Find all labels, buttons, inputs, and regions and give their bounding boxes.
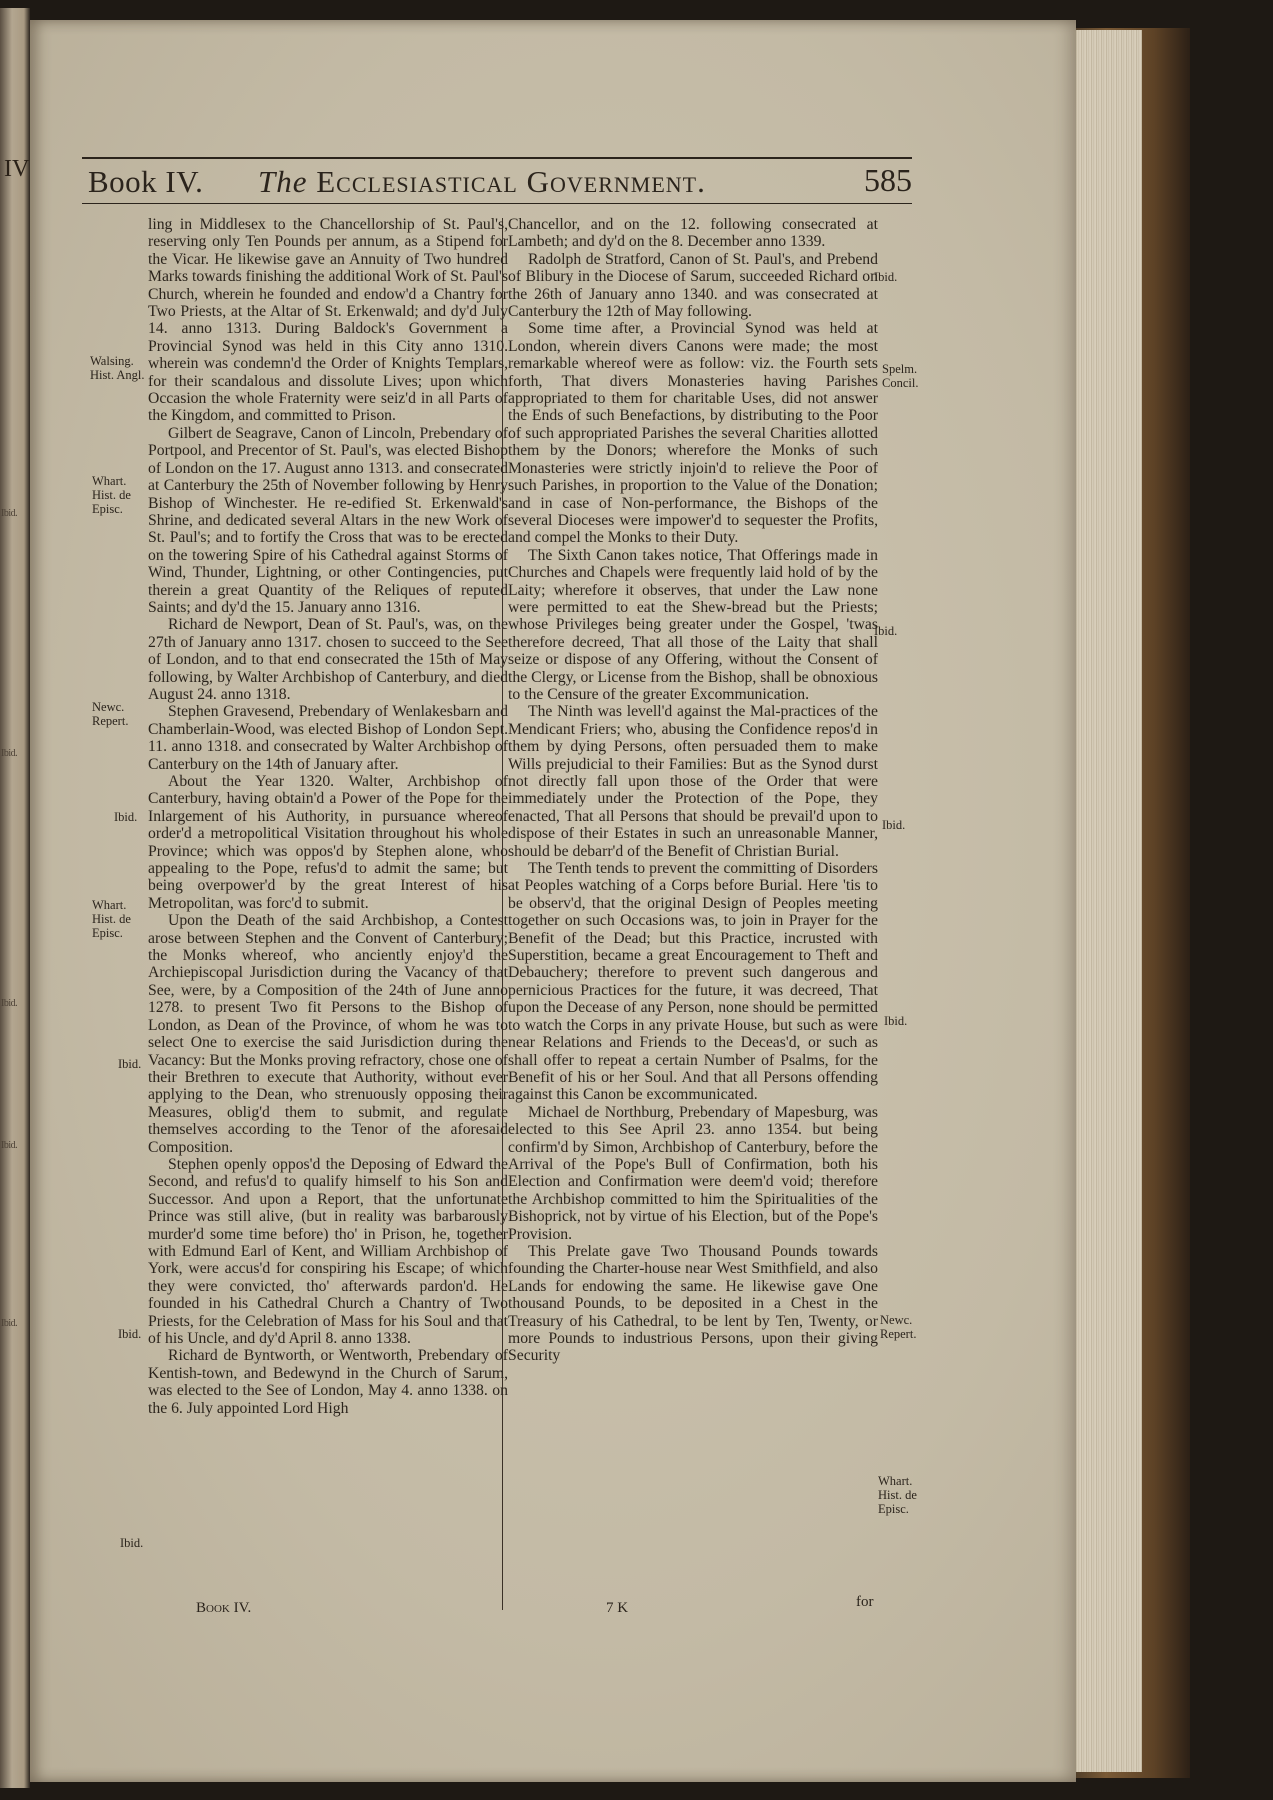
page-fore-edge xyxy=(1072,30,1142,1772)
footer-book-label: Book IV. xyxy=(196,1600,252,1616)
running-title-first: The xyxy=(258,164,308,199)
running-title xyxy=(258,164,706,200)
margin-note: Ibid. xyxy=(884,1014,908,1028)
paragraph: Upon the Death of the said Archbishop, a Contest arose between Stephen and the Convent of Canterbury; the Monks whereof, who anciently enjoy'd the Archiepiscopal Jurisdiction during the Vacancy of that See, were, by a Composition of the 24th of June anno 1278. to present Two fit Persons to the Bishop of London, as Dean of the Province, of whom he was to select One to exercise the said Jurisdiction during the Vacancy: But the Monks proving refractory, chose one of their Brethren to execute that Authority, without ever applying to the Dean, who strenuously opposing their Measures, oblig'd them to submit, and regulate themselves according to the Tenor of the aforesaid Composition. xyxy=(148,912,508,1156)
previous-page-roman: IV xyxy=(4,156,30,182)
paragraph: Richard de Newport, Dean of St. Paul's, was, on the 27th of January anno 1317. chosen to succeed to the See of London, and to that end consecrated the 15th of May following, by Walter Archbishop of Canterbury, and died August 24. anno 1318. xyxy=(148,616,508,703)
margin-note: Ibid. xyxy=(118,1327,142,1341)
header-rule-bottom xyxy=(82,203,912,204)
right-column xyxy=(508,216,878,1365)
margin-note: Ibid. xyxy=(874,270,898,284)
paragraph: Michael de Northburg, Prebendary of Mapesburg, was elected to this See April 23. anno 1354. but being confirm'd by Simon, Archbishop of Canterbury, before the Arrival of the Pope's Bull of Confirmation, both his Election and Confirmation were deem'd void; therefore the Archbishop committed to him the Spiritualities of the Bishoprick, not by virtue of his Election, but of the Pope's Provision. xyxy=(508,1103,878,1243)
previous-page-edge xyxy=(0,8,30,1788)
paragraph: Some time after, a Provincial Synod was held at London, wherein divers Canons were made; the most remarkable whereof were as follow: viz. the Fourth sets forth, That divers Monasteries having Parishes appropriated to them for charitable Uses, did not answer the Ends of such Benefactions, by distributing to the Poor of such appropriated Parishes the several Charities allotted them by the Donors; wherefore the Monks of such Monasteries were strictly injoin'd to relieve the Poor of such Parishes, in proportion to the Value of the Donation; and in case of Non-performance, the Bishops of the several Dioceses were impower'd to sequester the Profits, and compel the Monks to their Duty. xyxy=(508,320,878,547)
left-column xyxy=(148,216,508,1417)
margin-note: Newc. Repert. xyxy=(92,700,129,728)
page-number: 585 xyxy=(864,162,912,198)
margin-note: Ibid. xyxy=(882,818,906,832)
margin-note: Ibid. xyxy=(114,810,138,824)
paragraph: Stephen Gravesend, Prebendary of Wenlakesbarn and Chamberlain-Wood, was elected Bishop of London Sept. 11. anno 1318. and consecrated by Walter Archbishop of Canterbury on the 14th of January after. xyxy=(148,703,508,773)
margin-note: Whart. Hist. de Episc. xyxy=(92,898,131,940)
running-title-rest: Ecclesiastical Government. xyxy=(316,164,706,199)
margin-note: Ibid. xyxy=(120,1536,144,1550)
margin-note: Newc. Repert. xyxy=(880,1313,917,1341)
paragraph: Stephen openly oppos'd the Deposing of Edward the Second, and refus'd to qualify himself to his Son and Successor. And upon a Report, that the unfortunate Prince was still alive, (but in reality was barbarously murder'd some time before) tho' in Prison, he, together with Edmund Earl of Kent, and William Archbishop of York, were accus'd for conspiring his Escape; of which they were convicted, tho' afterwards pardon'd. He founded in his Cathedral Church a Chantry of Two Priests, for the Celebration of Mass for his Soul and that of his Uncle, and dy'd April 8. anno 1338. xyxy=(148,1155,508,1347)
previous-page-note: Ibid. xyxy=(1,1140,18,1151)
header-rule-top xyxy=(82,157,912,159)
margin-note: Whart. Hist. de Episc. xyxy=(92,474,131,516)
header-book-label: Book IV. xyxy=(88,164,204,199)
paragraph: The Tenth tends to prevent the committing of Disorders at Peoples watching of a Corps before Burial. Here 'tis to be observ'd, that the original Design of Peoples meeting together on such Occasions was, to join in Prayer for the Benefit of the Dead; but this Practice, incrusted with Superstition, became a great Encouragement to Theft and Debauchery; therefore to prevent such dangerous and pernicious Practices for the future, it was decreed, That upon the Decease of any Person, none should be permitted to watch the Corps in any private House, but such as were near Relations and Friends to the Deceas'd, or such as shall offer to repeat a certain Number of Psalms, for the Benefit of his or her Soul. And that all Persons offending against this Canon be excommunicated. xyxy=(508,860,878,1104)
previous-page-note: Ibid. xyxy=(1,998,18,1009)
paragraph: Richard de Byntworth, or Wentworth, Prebendary of Kentish-town, and Bedewynd in the Church of Sarum, was elected to the See of London, May 4. anno 1338. on the 6. July appointed Lord High xyxy=(148,1347,508,1417)
paragraph: The Ninth was levell'd against the Mal-practices of the Mendicant Friers; who, abusing the Confidence repos'd in them by dying Persons, often persuaded them to make Wills prejudicial to their Families: But as the Synod durst not directly fall upon those of the Order that were immediately under the Protection of the Pope, they enacted, That all Persons that should be prevail'd upon to dispose of their Estates in such an unreasonable Manner, should be debarr'd of the Benefit of Christian Burial. xyxy=(508,703,878,860)
paragraph: The Sixth Canon takes notice, That Offerings made in Churches and Chapels were frequently laid hold of by the Laity; wherefore it observes, that under the Law none were permitted to eat the Shew-bread but the Priests; whose Privileges being greater under the Gospel, 'twas therefore decreed, That all those of the Laity that shall seize or dispose of any Offering, without the Consent of the Clergy, or License from the Bishop, shall be obnoxious to the Censure of the greater Excommunication. xyxy=(508,546,878,703)
previous-page-note: Ibid. xyxy=(1,508,18,519)
margin-note: Ibid. xyxy=(874,624,898,638)
margin-note: Spelm. Concil. xyxy=(882,362,919,390)
paragraph: Radolph de Stratford, Canon of St. Paul's, and Prebend of Blibury in the Diocese of Sarum, succeeded Richard on the 26th of January anno 1340. and was consecrated at Canterbury the 12th of May following. xyxy=(508,250,878,321)
margin-note: Whart. Hist. de Episc. xyxy=(878,1474,917,1516)
margin-note: Walsing. Hist. Angl. xyxy=(90,354,145,382)
previous-page-note: Ibid. xyxy=(1,1318,18,1329)
paragraph: ling in Middlesex to the Chancellorship of St. Paul's, reserving only Ten Pounds per annum, as a Stipend for the Vicar. He likewise gave an Annuity of Two hundred Marks towards finishing the additional Work of St. Paul's Church, wherein he founded and endow'd a Chantry for Two Priests, at the Altar of St. Erkenwald; and dy'd July 14. anno 1313. During Baldock's Government a Provincial Synod was held in this City anno 1310. wherein was condemn'd the Order of Knights Templars, for their scandalous and dissolute Lives; upon which Occasion the whole Fraternity were seiz'd in all Parts of the Kingdom, and committed to Prison. xyxy=(148,216,508,425)
margin-note: Ibid. xyxy=(118,1057,142,1071)
paragraph: This Prelate gave Two Thousand Pounds towards founding the Charter-house near West Smithfield, and also Lands for endowing the same. He likewise gave One thousand Pounds, to be deposited in a Chest in the Treasury of his Cathedral, to be lent by Ten, Twenty, or more Pounds to industrious Persons, upon their giving Security xyxy=(508,1242,878,1365)
paragraph: About the Year 1320. Walter, Archbishop of Canterbury, having obtain'd a Power of the Pope for the Inlargement of his Authority, in pursuance whereof order'd a metropolitical Visitation throughout his whole Province; which was oppos'd by Stephen alone, who appealing to the Pope, refus'd to admit the same; but being overpower'd by the great Interest of his Metropolitan, was forc'd to submit. xyxy=(148,773,508,912)
paragraph: Gilbert de Seagrave, Canon of Lincoln, Prebendary of Portpool, and Precentor of St. Paul's, was elected Bishop of London on the 17. August anno 1313. and consecrated at Canterbury the 25th of November following by Henry Bishop of Winchester. He re-edified St. Erkenwald's Shrine, and dedicated several Altars in the new Work of St. Paul's; and to fortify the Cross that was to be erected on the towering Spire of his Cathedral against Storms of Wind, Thunder, Lightning, or other Contingencies, put therein a great Quantity of the Reliques of reputed Saints; and dy'd the 15. January anno 1316. xyxy=(148,424,508,616)
previous-page-note: Ibid. xyxy=(1,748,18,759)
paragraph: Chancellor, and on the 12. following consecrated at Lambeth; and dy'd on the 8. December anno 1339. xyxy=(508,216,878,251)
catchword: for xyxy=(856,1594,874,1610)
signature-mark: 7 K xyxy=(606,1600,629,1616)
